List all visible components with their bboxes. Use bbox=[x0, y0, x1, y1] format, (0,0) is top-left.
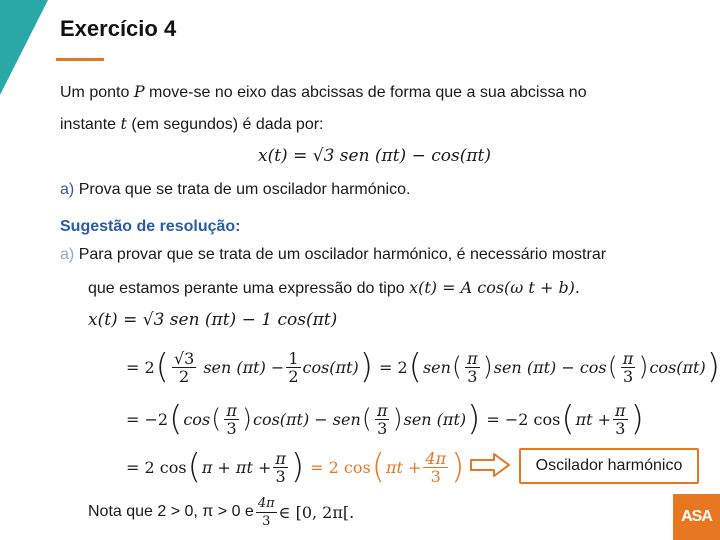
equals-minus-2: = −2 bbox=[126, 409, 169, 429]
title-underline bbox=[56, 58, 104, 61]
fraction-den: 3 bbox=[430, 466, 441, 486]
fraction-num: π bbox=[615, 400, 626, 420]
term: sen bbox=[422, 357, 451, 377]
fraction-den: 3 bbox=[467, 366, 478, 386]
fraction-num: 4π bbox=[257, 495, 275, 511]
paren-open: ( bbox=[187, 447, 201, 487]
fraction bbox=[423, 450, 448, 485]
fraction-num: 1 bbox=[288, 348, 299, 368]
term: cos(πt) bbox=[302, 357, 359, 377]
fraction-den: 2 bbox=[288, 366, 299, 386]
fraction-num: π bbox=[376, 400, 388, 420]
fraction bbox=[621, 350, 636, 385]
paren-open: ( bbox=[408, 347, 422, 387]
question-a bbox=[60, 181, 410, 199]
fraction bbox=[613, 402, 628, 437]
term: π + πt + bbox=[201, 457, 272, 477]
term: sen (πt) − bbox=[203, 357, 285, 377]
answer-label: a) bbox=[60, 246, 75, 263]
paren-close: ) bbox=[392, 404, 403, 434]
statement-text: (em segundos) é dada por: bbox=[126, 116, 324, 133]
paren-close: ) bbox=[706, 347, 720, 387]
answer-line-1 bbox=[60, 246, 606, 264]
paren-open: ( bbox=[211, 404, 222, 434]
paren-open: ( bbox=[155, 347, 169, 387]
fraction-den: 3 bbox=[275, 466, 286, 486]
suggestion-heading: Sugestão de resolução: bbox=[60, 218, 241, 235]
statement-text: instante bbox=[60, 116, 121, 133]
variable-p: P bbox=[133, 82, 145, 101]
arrow-right-icon bbox=[470, 452, 510, 478]
equals-2: = 2 bbox=[379, 357, 408, 377]
statement-text: Um ponto bbox=[60, 84, 134, 101]
paren-close: ) bbox=[451, 447, 465, 487]
term: cos(πt) − sen bbox=[252, 409, 361, 429]
asa-logo: ASA bbox=[673, 494, 720, 540]
fraction bbox=[256, 495, 277, 530]
fraction-num: π bbox=[275, 448, 286, 468]
step-3 bbox=[126, 444, 465, 490]
fraction-den: 3 bbox=[226, 418, 237, 438]
fraction-den: 3 bbox=[622, 366, 634, 386]
result-box: Oscilador harmónico bbox=[519, 448, 699, 484]
corner-decoration bbox=[0, 0, 48, 95]
fraction-den: 3 bbox=[615, 418, 626, 438]
note-text: Nota que 2 > 0, π > 0 e bbox=[88, 503, 254, 520]
fraction-num: √3 bbox=[173, 348, 195, 368]
question-text: Prova que se trata de um oscilador harmónico. bbox=[78, 181, 411, 198]
fraction-num: π bbox=[467, 348, 478, 368]
fraction-den: 2 bbox=[179, 366, 190, 386]
paren-open: ( bbox=[451, 352, 463, 382]
paren-close: ) bbox=[482, 352, 493, 382]
paren-close: ) bbox=[630, 399, 644, 439]
fraction bbox=[375, 402, 390, 437]
fraction-num: π bbox=[226, 400, 237, 420]
equals-2-cos-final: = 2 cos bbox=[310, 457, 371, 477]
fraction bbox=[273, 450, 288, 485]
term: πt + bbox=[385, 457, 422, 477]
paren-close: ) bbox=[290, 447, 305, 487]
statement-text: move-se no eixo das abcissas de forma que a sua abcissa no bbox=[144, 84, 587, 101]
paren-open: ( bbox=[169, 399, 183, 439]
variable-t: t bbox=[120, 114, 127, 133]
general-form-formula: x(t) = A cos(ω t + b). bbox=[409, 278, 581, 297]
fraction-num: π bbox=[622, 348, 634, 368]
answer-text: que estamos perante uma expressão do tipo bbox=[88, 280, 410, 297]
paren-open: ( bbox=[607, 352, 618, 382]
paren-close: ) bbox=[359, 347, 373, 387]
fraction bbox=[286, 350, 300, 385]
fraction-num: 4π bbox=[425, 448, 447, 468]
step-0: x(t) = √3 sen (πt) − 1 cos(πt) bbox=[88, 310, 338, 330]
question-label: a) bbox=[60, 181, 75, 198]
step-1 bbox=[126, 342, 720, 392]
step-2 bbox=[126, 396, 645, 442]
note-line bbox=[88, 494, 354, 530]
paren-close: ) bbox=[638, 352, 649, 382]
paren-open: ( bbox=[371, 447, 385, 487]
answer-line-2 bbox=[88, 278, 580, 298]
fraction-den: 3 bbox=[377, 418, 388, 438]
equals-minus-2-cos: = −2 cos bbox=[486, 409, 561, 429]
paren-close: ) bbox=[241, 404, 252, 434]
note-text: ∈ [0, 2π[. bbox=[278, 502, 355, 522]
fraction bbox=[172, 350, 196, 385]
fraction bbox=[465, 350, 480, 385]
statement-line-1 bbox=[60, 82, 587, 102]
equals-2-cos: = 2 cos bbox=[126, 457, 187, 477]
paren-open: ( bbox=[361, 404, 372, 434]
term: cos bbox=[183, 409, 211, 429]
answer-text: Para provar que se trata de um oscilador harmónico, é necessário mostrar bbox=[78, 246, 607, 263]
statement-line-2 bbox=[60, 114, 323, 134]
page-title: Exercício 4 bbox=[60, 16, 177, 41]
main-formula: x(t) = √3 sen (πt) − cos(πt) bbox=[258, 146, 491, 166]
equals-2: = 2 bbox=[126, 357, 155, 377]
term: sen (πt) bbox=[403, 409, 467, 429]
term: sen (πt) − cos bbox=[493, 357, 607, 377]
fraction-den: 3 bbox=[262, 513, 271, 529]
paren-close: ) bbox=[467, 399, 481, 439]
fraction bbox=[224, 402, 239, 437]
term: πt + bbox=[575, 409, 612, 429]
term: cos(πt) bbox=[649, 357, 706, 377]
paren-open: ( bbox=[561, 399, 575, 439]
